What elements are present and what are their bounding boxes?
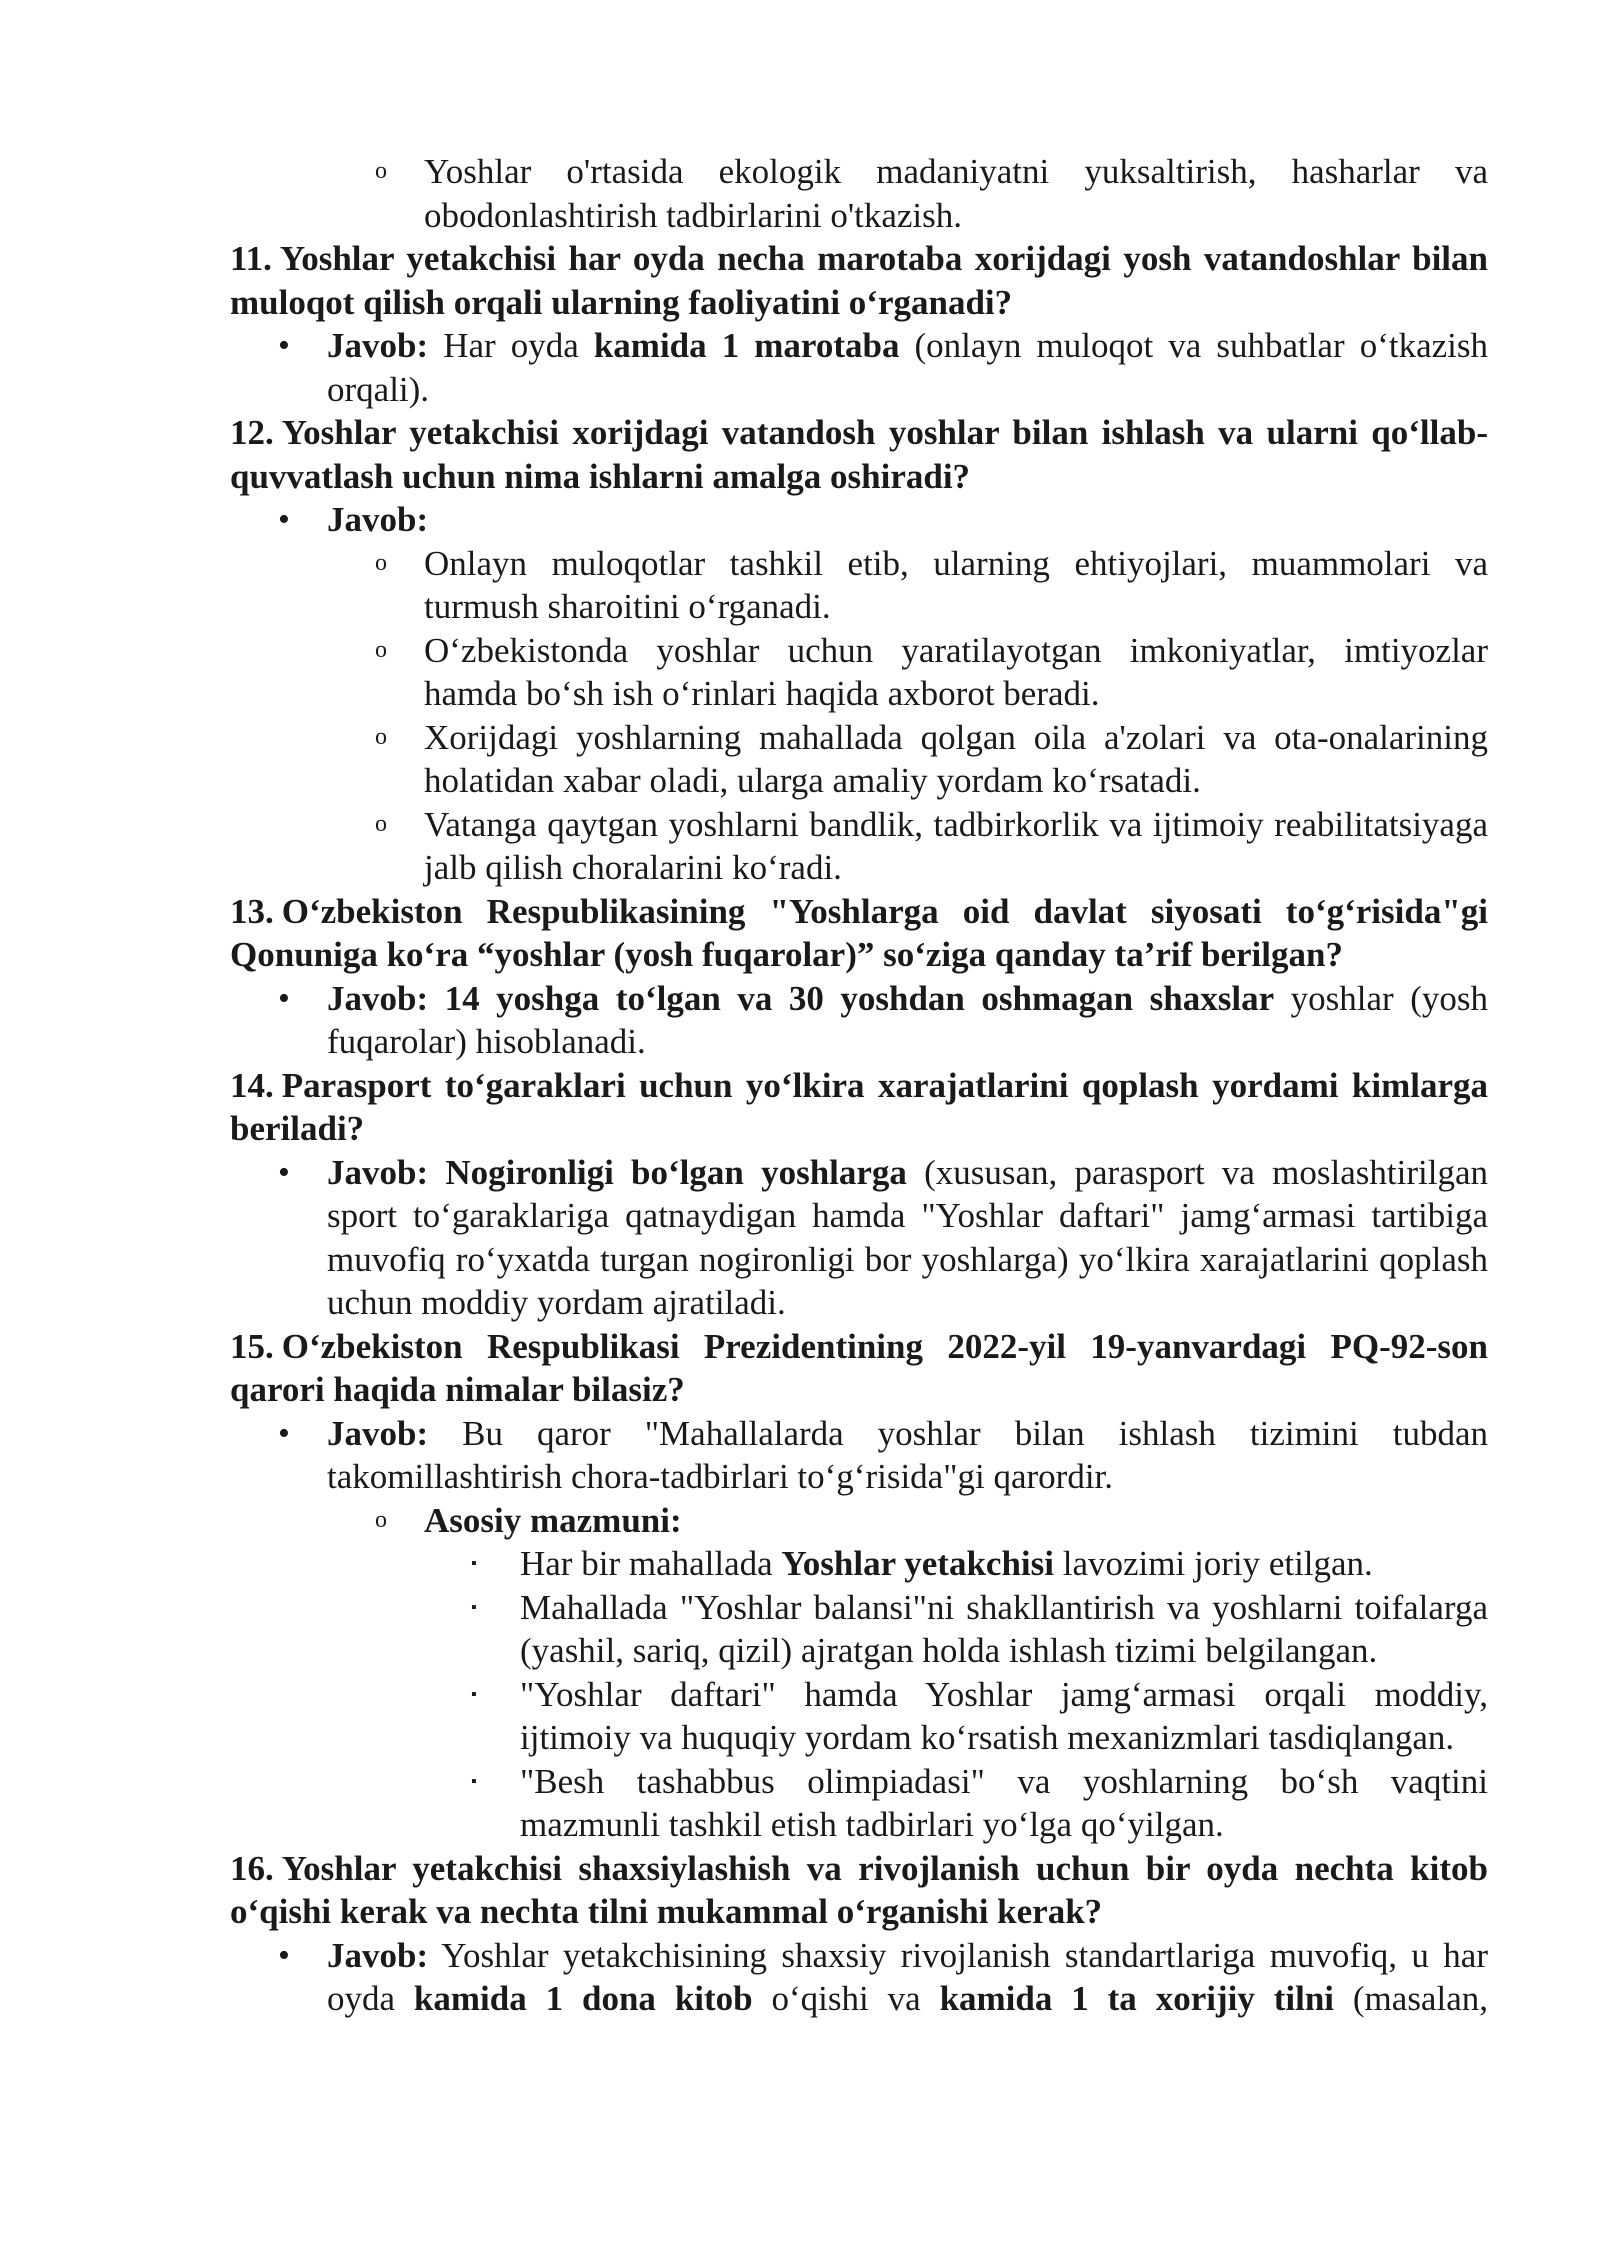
body-text: Onlayn muloqotlar tashkil etib, ularning ehtiyojlari, muammolari va turmush sharoitini o‘rganadi. <box>424 543 1488 626</box>
bold-text: kamida 1 ta xorijiy tilni <box>939 1979 1335 2018</box>
answer-item <box>230 498 1488 542</box>
body-text: Yoshlar yetakchisining shaxsiy rivojlanish standartlariga muvofiq, u har oyda <box>327 1935 1488 2018</box>
body-text: (xususan, parasport va moslashtirilgan sport to‘garaklariga qatnaydigan hamda "Yoshlar daftari" jamg‘armasi tartibiga muvofiq ro‘yxatda turgan nogironligi bor yoshlarga) yo‘lkira xarajatlarini qoplash uchun moddiy yordam ajratiladi. <box>327 1152 1488 1322</box>
answer-item <box>230 1151 1488 1325</box>
sub-sub-list-item <box>230 1586 1488 1673</box>
question-heading <box>230 237 1488 324</box>
question-heading <box>230 1325 1488 1412</box>
question-number: 16. <box>230 1848 274 1888</box>
bullet-icon: • <box>278 501 290 538</box>
square-bullet-icon: ▪ <box>471 1685 477 1703</box>
sub-sub-list-item <box>230 1673 1488 1760</box>
circle-bullet-icon: o <box>375 723 387 750</box>
body-text: Vatanga qaytgan yoshlarni bandlik, tadbirkorlik va ijtimoiy reabilitatsiyaga jalb qilish choralarini ko‘radi. <box>424 804 1488 887</box>
answer-item <box>230 977 1488 1064</box>
question-number: 11. <box>230 239 272 278</box>
circle-bullet-icon: o <box>375 810 387 837</box>
bold-text: kamida 1 marotaba <box>593 326 900 365</box>
body-text: (masalan, <box>1334 1979 1488 2018</box>
body-text: O‘zbekistonda yoshlar uchun yaratilayotgan imkoniyatlar, imtiyozlar hamda bo‘sh ish o‘rinlari haqida axborot beradi. <box>424 630 1488 713</box>
bullet-icon: • <box>278 1153 290 1191</box>
bold-text: Javob: <box>327 1413 429 1453</box>
bullet-icon: • <box>278 979 290 1017</box>
sub-list-item <box>230 716 1488 803</box>
body-text: lavozimi joriy etilgan. <box>1054 1544 1373 1583</box>
answer-item <box>230 324 1488 411</box>
question-heading <box>230 1064 1488 1151</box>
sub-sub-list-item <box>230 1760 1488 1847</box>
bold-text: Yoshlar yetakchisi <box>781 1544 1054 1583</box>
body-text: Har bir mahallada <box>520 1544 782 1583</box>
square-bullet-icon: ▪ <box>471 1772 477 1790</box>
bold-text: Javob: <box>327 326 429 365</box>
answer-item <box>230 1934 1488 2021</box>
body-text: (onlayn muloqot va suhbatlar o‘tkazish orqali). <box>327 326 1488 409</box>
question-heading <box>230 1847 1488 1934</box>
bold-text: Javob: <box>327 1935 429 1975</box>
bold-text: Asosiy mazmuni: <box>424 1500 682 1540</box>
circle-bullet-icon: o <box>375 158 387 184</box>
bullet-icon: • <box>278 1936 290 1974</box>
body-text: o‘qishi va <box>752 1979 940 2018</box>
sub-sub-list-item <box>230 1542 1488 1586</box>
sub-list-item <box>230 803 1488 890</box>
bullet-icon: • <box>278 327 290 364</box>
question-number: 12. <box>230 413 274 452</box>
question-number: 13. <box>230 891 274 931</box>
sub-list-item <box>230 1499 1488 1543</box>
question-text: Yoshlar yetakchisi har oyda necha marotaba xorijdagi yosh vatandoshlar bilan muloqot qilish orqali ularning faoliyatini o‘rganadi? <box>230 239 1488 322</box>
document-page <box>230 150 1488 2021</box>
body-text: "Besh tashabbus olimpiadasi" va yoshlarning bo‘sh vaqtini mazmunli tashkil etish tadbirlari yo‘lga qo‘yilgan. <box>520 1761 1488 1844</box>
question-number: 15. <box>230 1326 274 1366</box>
answer-item <box>230 1412 1488 1499</box>
question-heading <box>230 411 1488 498</box>
body-text: yoshlar (yosh fuqarolar) hisoblanadi. <box>327 978 1488 1061</box>
body-text: "Yoshlar daftari" hamda Yoshlar jamg‘armasi orqali moddiy, ijtimoiy va huquqiy yordam ko‘rsatish mexanizmlari tasdiqlangan. <box>520 1674 1488 1757</box>
bold-text: Javob: 14 yoshga to‘lgan va 30 yoshdan oshmagan shaxslar <box>327 978 1275 1018</box>
circle-bullet-icon: o <box>375 1506 387 1533</box>
body-text: Yoshlar o'rtasida ekologik madaniyatni yuksaltirish, hasharlar va obodonlashtirish tadbirlarini o'tkazish. <box>424 152 1488 235</box>
body-text: Mahallada "Yoshlar balansi"ni shakllantirish va yoshlarni toifalarga (yashil, sariq, qizil) ajratgan holda ishlash tizimi belgilangan. <box>520 1587 1488 1670</box>
question-heading <box>230 890 1488 977</box>
bold-text: Javob: <box>327 500 429 539</box>
question-text: O‘zbekiston Respublikasining "Yoshlarga oid davlat siyosati to‘g‘risida"gi Qonuniga ko‘ra “yoshlar (yosh fuqarolar)” so‘ziga qanday ta’rif berilgan? <box>230 891 1488 974</box>
body-text: Bu qaror "Mahallalarda yoshlar bilan ishlash tizimini tubdan takomillashtirish chora-tadbirlari to‘g‘risida"gi qarordir. <box>327 1413 1488 1496</box>
question-text: Yoshlar yetakchisi xorijdagi vatandosh yoshlar bilan ishlash va ularni qo‘llab-quvvatlash uchun nima ishlarni amalga oshiradi? <box>230 413 1488 496</box>
bold-text: Javob: Nogironligi bo‘lgan yoshlarga <box>327 1152 907 1192</box>
bold-text: kamida 1 dona kitob <box>413 1979 753 2018</box>
question-text: Yoshlar yetakchisi shaxsiylashish va rivojlanish uchun bir oyda nechta kitob o‘qishi kerak va nechta tilni mukammal o‘rganishi kerak? <box>230 1848 1488 1931</box>
sub-list-item <box>230 542 1488 629</box>
question-text: Parasport to‘garaklari uchun yo‘lkira xarajatlarini qoplash yordami kimlarga beriladi? <box>230 1065 1488 1148</box>
body-text: Har oyda <box>428 326 594 365</box>
question-text: O‘zbekiston Respublikasi Prezidentining 2022-yil 19-yanvardagi PQ-92-son qarori haqida nimalar bilasiz? <box>230 1326 1488 1409</box>
circle-bullet-icon: o <box>375 549 387 576</box>
square-bullet-icon: ▪ <box>471 1555 477 1572</box>
question-number: 14. <box>230 1065 274 1105</box>
sub-list-item <box>230 150 1488 237</box>
sub-list-item <box>230 629 1488 716</box>
bullet-icon: • <box>278 1414 290 1452</box>
body-text: Xorijdagi yoshlarning mahallada qolgan oila a'zolari va ota-onalarining holatidan xabar oladi, ularga amaliy yordam ko‘rsatadi. <box>424 717 1488 800</box>
square-bullet-icon: ▪ <box>471 1598 477 1616</box>
circle-bullet-icon: o <box>375 636 387 663</box>
